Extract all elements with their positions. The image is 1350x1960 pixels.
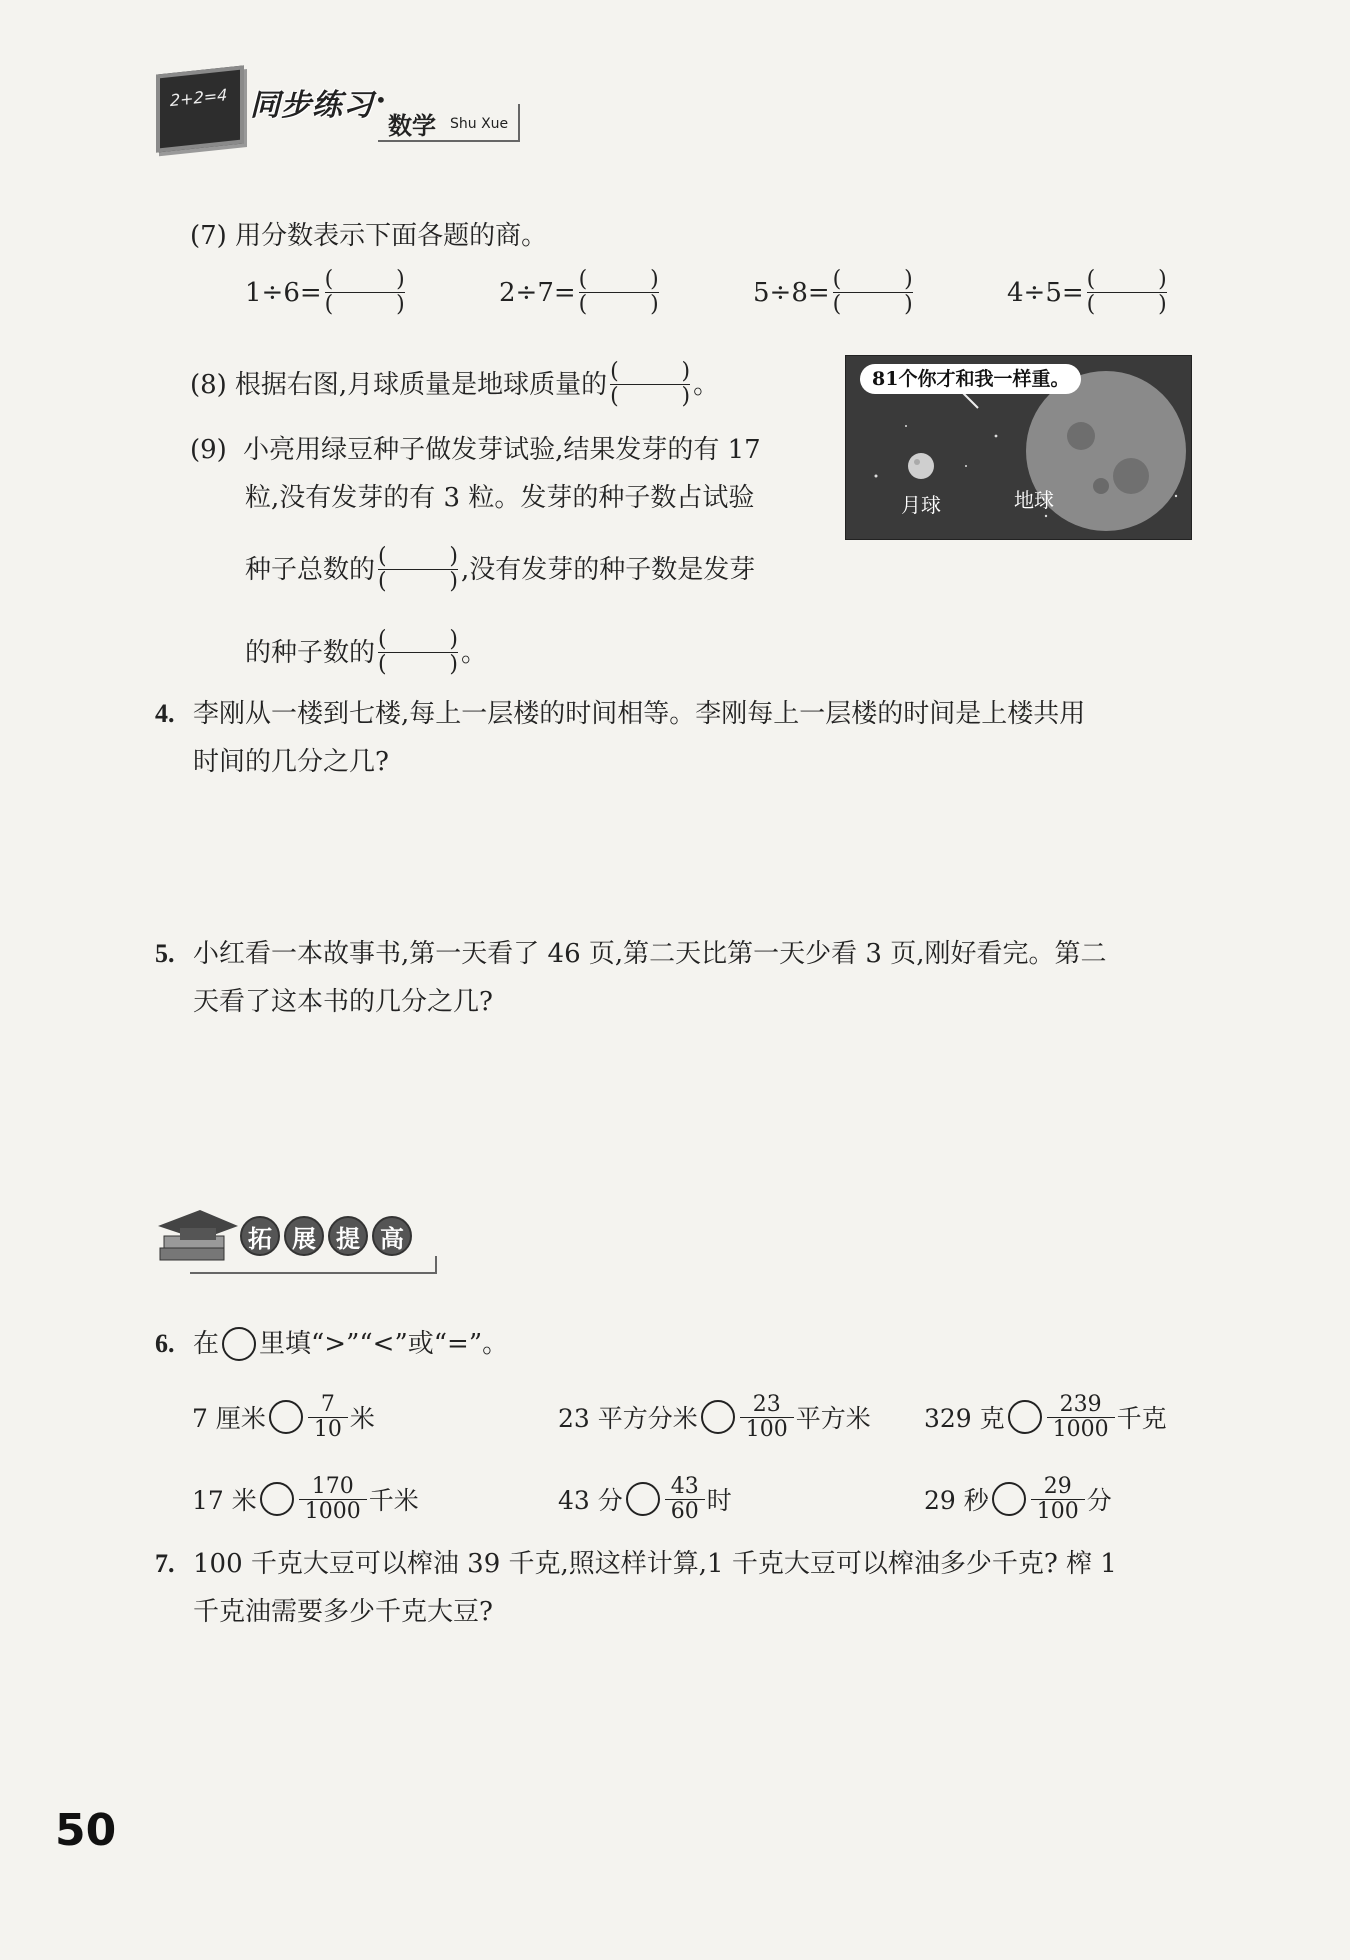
q4-line1: 李刚从一楼到七楼,每上一层楼的时间相等。李刚每上一层楼的时间是上楼共用 (193, 699, 1086, 729)
subject-box (378, 104, 520, 142)
question-7 (155, 1540, 1205, 1636)
numerator: 23 (752, 1391, 781, 1417)
q8 (190, 360, 719, 409)
q6-row1 (192, 1382, 1192, 1452)
fraction (665, 1475, 705, 1524)
fraction (1031, 1475, 1085, 1524)
denominator: 60 (670, 1498, 699, 1524)
denominator: 100 (1036, 1498, 1079, 1524)
numerator: 29 (1043, 1473, 1072, 1499)
comparison-left: 23 平方分米 (558, 1404, 698, 1433)
header-dot: • (375, 88, 387, 112)
answer-circle[interactable] (701, 1400, 735, 1434)
q7-items (245, 268, 1195, 317)
comparison-item (558, 1382, 871, 1452)
earth-label: 地球 (1014, 488, 1054, 512)
section-title (240, 1216, 416, 1256)
answer-circle[interactable] (1008, 1400, 1042, 1434)
question-4 (155, 690, 1205, 786)
q7-expr: 1÷6= (245, 277, 322, 308)
header (150, 60, 520, 155)
comparison-left: 29 秒 (924, 1486, 989, 1515)
q9-label: (9) (190, 435, 227, 465)
comparison-item (192, 1464, 419, 1534)
fraction-blank[interactable]: ( ) ( ) (1086, 267, 1167, 317)
answer-circle[interactable] (626, 1482, 660, 1516)
denominator: 100 (745, 1416, 788, 1442)
moon-earth-illustration (845, 355, 1192, 540)
q6-text: 里填“>”“<”或“=”。 (259, 1329, 509, 1359)
moon-label: 月球 (901, 493, 941, 517)
fraction-blank[interactable]: ( ) ( ) (578, 267, 659, 317)
comparison-unit: 平方米 (795, 1404, 871, 1433)
denominator: 1000 (304, 1498, 361, 1524)
comparison-unit: 分 (1086, 1486, 1112, 1515)
q6-number: 6. (155, 1329, 175, 1358)
q7-expr: 4÷5= (1007, 277, 1084, 308)
q7-label: (7) (190, 221, 227, 251)
fraction-blank[interactable]: ( ) ( ) (832, 267, 913, 317)
numerator: 7 (320, 1391, 335, 1417)
compare-circle (222, 1327, 256, 1361)
q7b-line1: 100 千克大豆可以榨油 39 千克,照这样计算,1 千克大豆可以榨油多少千克? 榨 1 (193, 1549, 1117, 1579)
fraction-blank[interactable]: ( ) ( ) (378, 627, 459, 677)
q7-title (190, 218, 547, 254)
section-header (150, 1198, 435, 1278)
numerator: 239 (1059, 1391, 1102, 1417)
q9-line1 (190, 432, 761, 468)
q7-text: 用分数表示下面各题的商。 (235, 221, 548, 251)
comparison-unit: 米 (349, 1404, 375, 1433)
comparison-item (924, 1382, 1167, 1452)
speech-text: 81个你才和我一样重。 (872, 368, 1070, 390)
q7-item (1007, 268, 1195, 317)
q5-line1: 小红看一本故事书,第一天看了 46 页,第二天比第一天少看 3 页,刚好看完。第二 (193, 939, 1107, 969)
q7-expr: 2÷7= (499, 277, 576, 308)
comparison-unit: 时 (706, 1486, 732, 1515)
question-5 (155, 930, 1205, 1026)
q9-line2: 粒,没有发芽的有 3 粒。发芽的种子数占试验 (245, 483, 755, 513)
q9-text: ,没有发芽的种子数是发芽 (461, 554, 756, 585)
comparison-item (192, 1382, 375, 1452)
q7-expr: 5÷8= (753, 277, 830, 308)
blackboard-text: 2+2=4 (170, 85, 228, 111)
comparison-item (558, 1464, 732, 1534)
answer-circle[interactable] (992, 1482, 1026, 1516)
q8-text: 根据右图,月球质量是地球质量的 (234, 369, 608, 400)
subject: 数学 (388, 112, 436, 140)
fraction (299, 1475, 367, 1524)
fraction (308, 1393, 348, 1442)
section-title-char: 提 (328, 1216, 368, 1256)
q9-line4 (245, 628, 487, 677)
q9-text: 。 (461, 637, 488, 668)
q7-item (753, 268, 1007, 317)
q9-text: 的种子数的 (245, 637, 376, 668)
fraction-blank[interactable]: ( ) ( ) (324, 267, 405, 317)
q6-text: 在 (193, 1329, 220, 1359)
speech-bubble (860, 364, 1081, 394)
fraction-blank[interactable]: ( ) ( ) (378, 544, 459, 594)
comparison-left: 17 米 (192, 1486, 257, 1515)
q5-line2: 天看了这本书的几分之几? (193, 987, 493, 1017)
q7-item (245, 268, 499, 317)
numerator: 43 (670, 1473, 699, 1499)
page-number: 50 (55, 1805, 117, 1856)
comparison-unit: 千米 (368, 1486, 419, 1515)
comparison-left: 329 克 (924, 1404, 1005, 1433)
subject-pinyin: Shu Xue (450, 116, 509, 132)
q9-text: 种子总数的 (245, 554, 376, 585)
q7b-number: 7. (155, 1549, 175, 1578)
blackboard-icon (156, 65, 244, 152)
series-title: 同步练习 (250, 88, 374, 123)
numerator: 170 (311, 1473, 354, 1499)
fraction-blank[interactable]: ( ) ( ) (610, 359, 691, 409)
comparison-left: 43 分 (558, 1486, 623, 1515)
q5-number: 5. (155, 939, 175, 968)
question-6 (155, 1320, 508, 1368)
q6-row2 (192, 1464, 1192, 1534)
section-title-char: 拓 (240, 1216, 280, 1256)
answer-circle[interactable] (260, 1482, 294, 1516)
q7-item (499, 268, 753, 317)
fraction (1047, 1393, 1115, 1442)
q4-line2: 时间的几分之几? (193, 747, 389, 777)
denominator: 1000 (1052, 1416, 1109, 1442)
section-underline (190, 1256, 437, 1274)
comparison-left: 7 厘米 (192, 1404, 266, 1433)
answer-circle[interactable] (269, 1400, 303, 1434)
comparison-item (924, 1464, 1112, 1534)
denominator: 10 (313, 1416, 342, 1442)
q4-number: 4. (155, 699, 175, 728)
comparison-unit: 千克 (1116, 1404, 1167, 1433)
q8-period: 。 (693, 369, 720, 400)
q7b-line2: 千克油需要多少千克大豆? (193, 1597, 493, 1627)
fraction (740, 1393, 794, 1442)
q8-label: (8) (190, 369, 227, 400)
q9-line3 (245, 545, 755, 594)
section-title-char: 展 (284, 1216, 324, 1256)
section-title-char: 高 (372, 1216, 412, 1256)
q9-text-line1: 小亮用绿豆种子做发芽试验,结果发芽的有 17 (243, 435, 761, 465)
